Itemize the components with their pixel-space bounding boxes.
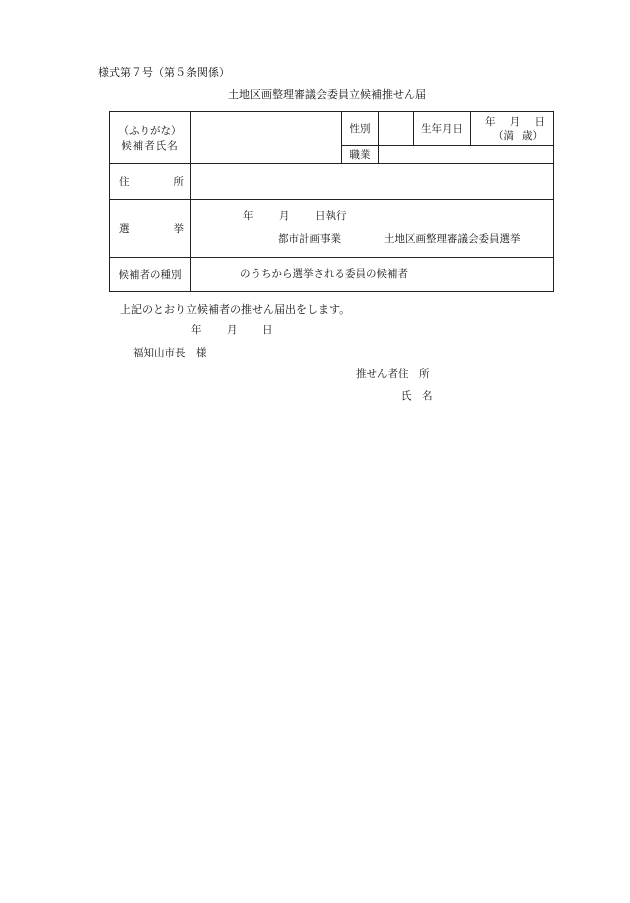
election-month-label: 月: [279, 210, 290, 222]
candidate-type-label-cell: [110, 258, 191, 292]
gender-label-cell: [342, 112, 379, 146]
age-close-label: 歳）: [522, 130, 543, 142]
candidate-type-label: 候補者の種別: [118, 269, 182, 281]
dob-year-label: 年: [485, 116, 496, 128]
candidate-type-field[interactable]: [191, 258, 554, 292]
furigana-label: （ふりがな）: [118, 124, 182, 137]
dob-label-cell: [414, 112, 471, 146]
election-project-label: 都市計画事業: [278, 233, 341, 245]
candidate-form-table: [109, 111, 554, 292]
gender-label: 性別: [349, 123, 371, 135]
age-open-label: （満: [493, 130, 514, 142]
candidate-name-label: 候補者氏名: [121, 139, 179, 152]
dob-label: 生年月日: [421, 123, 463, 135]
dob-day-label: 日: [534, 116, 545, 128]
form-title: 土地区画整理審議会委員立候補推せん届: [228, 88, 426, 101]
statement-text: 上記のとおり立候補者の推せん届出をします。: [120, 303, 351, 316]
recommender-name-label: 氏 名: [401, 390, 433, 402]
occupation-label: 職業: [349, 149, 371, 161]
election-label-2: 挙: [173, 223, 184, 235]
submission-day-label: 日: [262, 324, 273, 336]
dob-field[interactable]: [471, 112, 554, 146]
address-field[interactable]: [191, 164, 554, 200]
gender-field[interactable]: [379, 112, 414, 146]
election-name-label: 土地区画整理審議会委員選挙: [384, 233, 521, 245]
election-year-label: 年: [243, 210, 254, 222]
form-number: 様式第７号（第５条関係）: [98, 66, 230, 79]
candidate-type-text: のうちから選挙される委員の候補者: [240, 268, 408, 280]
occupation-field[interactable]: [379, 146, 554, 164]
addressee-text: 福知山市長 様: [133, 347, 207, 359]
submission-year-label: 年: [191, 324, 202, 336]
candidate-name-label-cell: [110, 112, 191, 164]
election-field[interactable]: [191, 200, 554, 258]
occupation-label-cell: [342, 146, 379, 164]
address-label-1: 住: [119, 176, 130, 188]
recommender-address-label: 推せん者住 所: [356, 368, 430, 380]
address-label-2: 所: [173, 176, 184, 188]
submission-month-label: 月: [227, 324, 238, 336]
candidate-name-field[interactable]: [191, 112, 342, 164]
election-date-exec-label: 日執行: [315, 210, 347, 222]
election-label-cell: [110, 200, 191, 258]
election-label-1: 選: [119, 223, 130, 235]
dob-month-label: 月: [509, 116, 521, 128]
address-label-cell: [110, 164, 191, 200]
